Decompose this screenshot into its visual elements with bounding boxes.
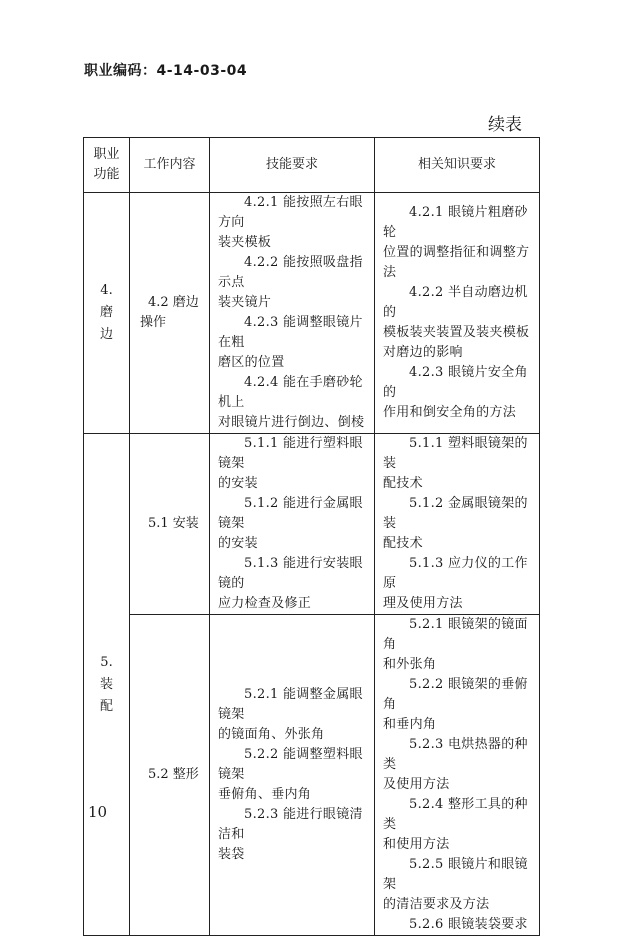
knowledge-cell-4-2: 4.2.1 眼镜片粗磨砂轮 位置的调整指征和调整方 法 4.2.2 半自动磨边机的 模板装夹装置及装夹模板 对磨边的影响 4.2.3 眼镜片安全角的 作用和倒安全角的方法 (375, 193, 540, 434)
function-cell-4: 4. 磨 边 (84, 193, 130, 434)
table-row (84, 193, 540, 434)
skills-cell-4-2: 4.2.1 能按照左右眼方向 装夹模板 4.2.2 能按照吸盘指示点 装夹镜片 4.2.3 能调整眼镜片在粗 磨区的位置 4.2.4 能在手磨砂轮机上 对眼镜片进行倒边、倒棱 (210, 193, 375, 434)
continued-label: 续表 (488, 115, 522, 135)
table-row (84, 434, 540, 615)
col-header-knowledge: 相关知识要求 (375, 138, 540, 193)
col-header-function: 职业功能 (84, 138, 130, 193)
table-row (84, 615, 540, 936)
skills-cell-5-2: 5.2.1 能调整金属眼镜架 的镜面角、外张角 5.2.2 能调整塑料眼镜架 垂俯角、垂内角 5.2.3 能进行眼镜清洁和 装袋 (210, 615, 375, 936)
work-cell-4-2: 4.2 磨边 操作 (130, 193, 210, 434)
work-cell-5-2: 5.2 整形 (130, 615, 210, 936)
occupation-code: 职业编码：4-14-03-04 (84, 63, 248, 79)
knowledge-cell-5-2: 5.2.1 眼镜架的镜面角 和外张角 5.2.2 眼镜架的垂俯角 和垂内角 5.2.3 电烘热器的种类 及使用方法 5.2.4 整形工具的种类 和使用方法 5.2.5 眼镜片和眼镜架 的清洁要求及方法 5.2.6 眼镜装袋要求 (375, 615, 540, 936)
col-header-work: 工作内容 (130, 138, 210, 193)
page-number: 10 (88, 803, 108, 821)
function-cell-5: 5. 装 配 (84, 434, 130, 936)
skills-cell-5-1: 5.1.1 能进行塑料眼镜架 的安装 5.1.2 能进行金属眼镜架 的安装 5.1.3 能进行安装眼镜的 应力检查及修正 (210, 434, 375, 615)
table-header-row (84, 138, 540, 193)
skills-table (83, 137, 540, 936)
knowledge-cell-5-1: 5.1.1 塑料眼镜架的装 配技术 5.1.2 金属眼镜架的装 配技术 5.1.3 应力仪的工作原 理及使用方法 (375, 434, 540, 615)
work-cell-5-1: 5.1 安装 (130, 434, 210, 615)
col-header-skills: 技能要求 (210, 138, 375, 193)
